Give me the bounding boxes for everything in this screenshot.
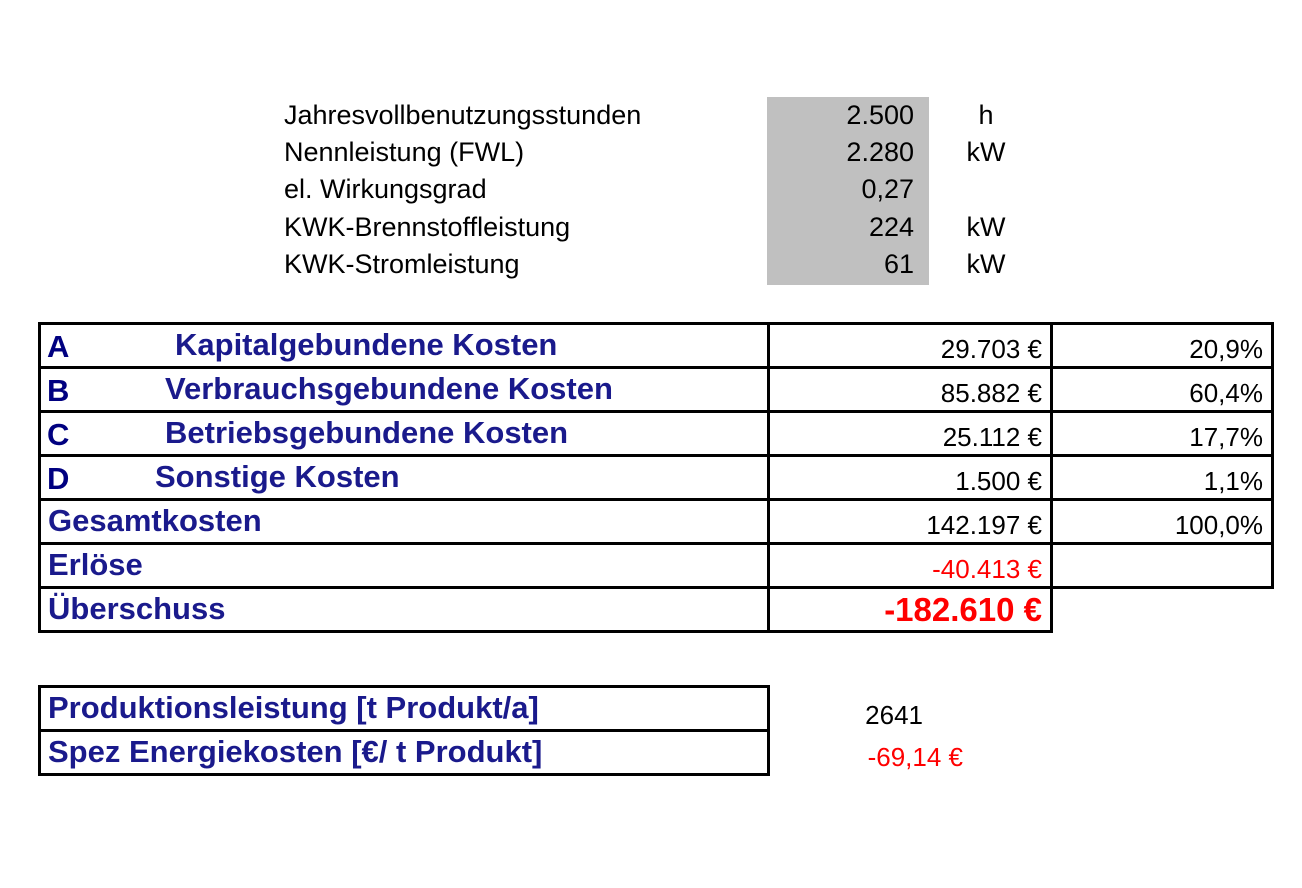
cost-amount[interactable]: 25.112 €: [769, 412, 1052, 456]
param-value[interactable]: 61: [883, 249, 914, 279]
param-label: KWK-Stromleistung: [284, 249, 520, 279]
cost-letter: A: [47, 329, 70, 364]
production-output-cell[interactable]: [40, 687, 923, 731]
param-label: Nennleistung (FWL): [284, 137, 525, 167]
param-row-chp-electric-power: [0, 246, 1302, 283]
cost-amount[interactable]: 1.500 €: [769, 456, 1052, 500]
param-value[interactable]: 224: [868, 212, 914, 242]
specific-cost-cell[interactable]: [40, 731, 963, 775]
production-row-output: [40, 687, 769, 731]
cost-label-cell[interactable]: [40, 368, 769, 412]
cost-label-cell[interactable]: [40, 324, 769, 368]
total-label: Gesamtkosten: [48, 503, 262, 538]
param-label: el. Wirkungsgrad: [284, 174, 487, 204]
cost-label: Verbrauchsgebundene Kosten: [165, 371, 613, 406]
cost-row-operating: [40, 412, 1273, 456]
cost-amount[interactable]: 29.703 €: [769, 324, 1052, 368]
cost-label: Sonstige Kosten: [155, 459, 400, 494]
cost-row-revenue: [40, 544, 1273, 588]
revenue-label: Erlöse: [48, 547, 143, 582]
cost-label: Betriebsgebundene Kosten: [165, 415, 569, 450]
total-share[interactable]: 100,0%: [1052, 500, 1273, 544]
cost-share[interactable]: 20,9%: [1052, 324, 1273, 368]
production-output-label: Produktionsleistung [t Produkt/a]: [48, 690, 539, 725]
cost-amount[interactable]: 85.882 €: [769, 368, 1052, 412]
specific-cost-value[interactable]: -69,14 €: [867, 742, 963, 772]
param-row-chp-fuel-power: [0, 209, 1302, 246]
total-amount[interactable]: 142.197 €: [769, 500, 1052, 544]
param-row-electrical-efficiency: [0, 171, 1302, 208]
cost-row-total: [40, 500, 1273, 544]
production-table: [38, 685, 963, 776]
cost-row-surplus: [40, 588, 1273, 632]
param-value[interactable]: 2.500: [846, 100, 914, 130]
total-label-cell[interactable]: [40, 500, 769, 544]
param-label: Jahresvollbenutzungsstunden: [284, 100, 642, 130]
surplus-amount[interactable]: -182.610 €: [769, 588, 1052, 632]
surplus-label: Überschuss: [48, 591, 226, 626]
surplus-label-cell[interactable]: [40, 588, 769, 632]
cost-label-cell[interactable]: [40, 412, 769, 456]
production-row-specific-cost: [40, 731, 769, 775]
param-unit: kW: [966, 212, 1006, 242]
revenue-share[interactable]: [1052, 544, 1273, 588]
revenue-amount[interactable]: -40.413 €: [769, 544, 1052, 588]
param-value[interactable]: 0,27: [861, 174, 914, 204]
cost-label: Kapitalgebundene Kosten: [175, 327, 558, 362]
param-row-full-load-hours: [0, 97, 1302, 134]
empty-cell: [1052, 588, 1273, 632]
cost-row-consumption: [40, 368, 1273, 412]
cost-row-capital: [40, 324, 1273, 368]
param-unit: h: [978, 100, 994, 130]
param-row-rated-power: [0, 134, 1302, 171]
param-unit: kW: [966, 137, 1006, 167]
cost-letter: D: [47, 461, 70, 496]
cost-table: [38, 322, 1274, 633]
cost-letter: B: [47, 373, 70, 408]
specific-cost-label: Spez Energiekosten [€/ t Produkt]: [48, 734, 543, 769]
param-label: KWK-Brennstoffleistung: [284, 212, 571, 242]
cost-share[interactable]: 17,7%: [1052, 412, 1273, 456]
cost-letter: C: [47, 417, 70, 452]
param-unit: kW: [966, 249, 1006, 279]
cost-share[interactable]: 60,4%: [1052, 368, 1273, 412]
cost-row-other: [40, 456, 1273, 500]
production-output-value[interactable]: 2641: [865, 700, 923, 730]
param-value[interactable]: 2.280: [846, 137, 914, 167]
revenue-label-cell[interactable]: [40, 544, 769, 588]
cost-label-cell[interactable]: [40, 456, 769, 500]
cost-share[interactable]: 1,1%: [1052, 456, 1273, 500]
